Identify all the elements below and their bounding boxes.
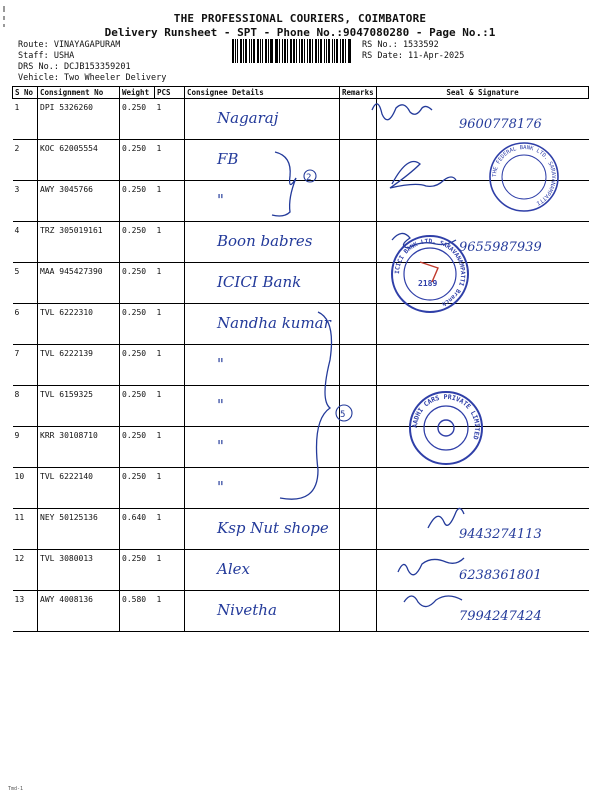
federal-bank-seal <box>490 143 558 211</box>
row-weight-value: 0.250 <box>122 226 147 235</box>
col-pcs: PCS <box>155 87 185 99</box>
icici-seal-text: ICICI BANK LTD. SARAVANAMPATTI Branch <box>393 237 467 308</box>
row-consignee-value: " <box>217 191 224 209</box>
row-consignee-value: ICICI Bank <box>217 273 302 291</box>
federal-bank-seal-text: THE FEDERAL BANK LTD. SARAVANAMPATTI <box>491 144 557 206</box>
bracket-mark-1: 2 <box>306 173 312 183</box>
row-signature-value: 9600778176 <box>459 117 542 132</box>
col-consignee: Consignee Details <box>185 87 340 99</box>
row-consignment-value: KOC 62005554 <box>40 144 98 153</box>
row-consignee-value: Ksp Nut shope <box>217 519 329 537</box>
row-consignment-value: DPI 5326260 <box>40 103 93 112</box>
signature-scribble-4 <box>428 508 464 528</box>
row-pcs-value: 1 <box>156 472 162 481</box>
row-sno-value: 3 <box>14 185 20 194</box>
row-signature-value: 9655987939 <box>459 240 542 255</box>
row-consignment-value: MAA 945427390 <box>40 267 103 276</box>
row-pcs-value: 1 <box>156 513 162 522</box>
svg-text:AADHI CARS PRIVATE LIMITED <box>411 393 481 441</box>
row-consignment-value: AWY 3045766 <box>40 185 93 194</box>
col-remarks: Remarks <box>340 87 377 99</box>
staff-label: Staff: USHA <box>18 51 75 61</box>
row-consignment-value: TVL 3080013 <box>40 554 93 563</box>
row-sno-value: 8 <box>14 390 20 399</box>
row-sno-value: 2 <box>14 144 20 153</box>
runsheet-subtitle: Delivery Runsheet - SPT - Phone No.:9047080280 - Page No.:1 <box>104 26 496 39</box>
aadhi-seal-text: AADHI CARS PRIVATE LIMITED <box>410 392 482 441</box>
col-weight: Weight <box>120 87 155 99</box>
footer-mark: Tmd-1 <box>8 786 24 792</box>
row-weight-value: 0.250 <box>122 431 147 440</box>
row-consignment-value: TVL 6159325 <box>40 390 93 399</box>
row-signature-value: 9443274113 <box>459 527 542 542</box>
row-weight-value: 0.250 <box>122 472 147 481</box>
row-consignee-value: FB <box>217 150 239 168</box>
row-sno-value: 7 <box>14 349 20 358</box>
row-consignee-value: Nandha kumar <box>217 314 331 332</box>
row-pcs-value: 1 <box>156 267 162 276</box>
row-pcs-value: 1 <box>156 144 162 153</box>
bracket-mark-2: 5 <box>340 410 346 420</box>
signature-scribble-2 <box>390 162 456 189</box>
col-sno: S No <box>13 87 38 99</box>
icici-seal-code: 2189 <box>418 279 438 288</box>
row-consignee-value: " <box>217 396 224 414</box>
signature-scribble-5 <box>398 558 464 575</box>
row-weight-value: 0.250 <box>122 185 147 194</box>
row-sno-value: 6 <box>14 308 20 317</box>
row-consignment-value: NEY 50125136 <box>40 513 98 522</box>
row-consignment-value: TRZ 305019161 <box>40 226 103 235</box>
row-consignment-value: TVL 6222139 <box>40 349 93 358</box>
row-consignee-value: Alex <box>217 560 250 578</box>
row-pcs-value: 1 <box>156 349 162 358</box>
row-pcs-value: 1 <box>156 431 162 440</box>
row-sno-value: 9 <box>14 431 20 440</box>
row-consignee-value: " <box>217 478 224 496</box>
row-sno-value: 1 <box>14 103 20 112</box>
row-consignee-value: " <box>217 437 224 455</box>
col-seal-signature: Seal & Signature <box>377 87 589 99</box>
row-weight-value: 0.580 <box>122 595 147 604</box>
vehicle-label: Vehicle: Two Wheeler Delivery <box>18 73 167 83</box>
row-sno-value: 10 <box>14 472 25 481</box>
row-pcs-value: 1 <box>156 390 162 399</box>
row-sno-value: 13 <box>14 595 25 604</box>
row-pcs-value: 1 <box>156 595 162 604</box>
signature-scribble-6 <box>404 596 462 607</box>
col-consignment: Consignment No <box>38 87 120 99</box>
row-consignment-value: KRR 30108710 <box>40 431 98 440</box>
row-consignee-value: Nagaraj <box>217 109 279 127</box>
row-weight-value: 0.640 <box>122 513 147 522</box>
company-title: THE PROFESSIONAL COURIERS, COIMBATORE <box>173 12 427 25</box>
row-sno-value: 12 <box>14 554 25 563</box>
row-weight-value: 0.250 <box>122 349 147 358</box>
row-consignment-value: TVL 6222140 <box>40 472 93 481</box>
row-weight-value: 0.250 <box>122 308 147 317</box>
row-sno-value: 4 <box>14 226 20 235</box>
row-signature-value: 7994247424 <box>459 609 542 624</box>
rs-date: RS Date: 11-Apr-2025 <box>362 51 465 61</box>
aadhi-cars-seal <box>410 392 482 464</box>
row-consignee-value: " <box>217 355 224 373</box>
row-pcs-value: 1 <box>156 103 162 112</box>
route-label: Route: VINAYAGAPURAM <box>18 40 121 50</box>
bracket-2 <box>280 312 332 499</box>
row-weight-value: 0.250 <box>122 390 147 399</box>
row-pcs-value: 1 <box>156 185 162 194</box>
row-consignee-value: Boon babres <box>217 232 313 250</box>
bracket-1 <box>272 152 296 216</box>
row-pcs-value: 1 <box>156 554 162 563</box>
row-weight-value: 0.250 <box>122 144 147 153</box>
row-consignment-value: AWY 4008136 <box>40 595 93 604</box>
icici-bank-seal <box>392 236 468 312</box>
row-sno-value: 11 <box>14 513 25 522</box>
row-pcs-value: 1 <box>156 226 162 235</box>
drs-number: DRS No.: DCJB153359201 <box>18 62 131 72</box>
row-sno-value: 5 <box>14 267 20 276</box>
row-consignee-value: Nivetha <box>217 601 277 619</box>
row-signature-value: 6238361801 <box>459 568 542 583</box>
row-consignment-value: TVL 6222310 <box>40 308 93 317</box>
signature-scribble-1 <box>372 104 432 120</box>
rs-number: RS No.: 1533592 <box>362 40 439 50</box>
row-weight-value: 0.250 <box>122 554 147 563</box>
row-weight-value: 0.250 <box>122 103 147 112</box>
row-pcs-value: 1 <box>156 308 162 317</box>
row-weight-value: 0.250 <box>122 267 147 276</box>
